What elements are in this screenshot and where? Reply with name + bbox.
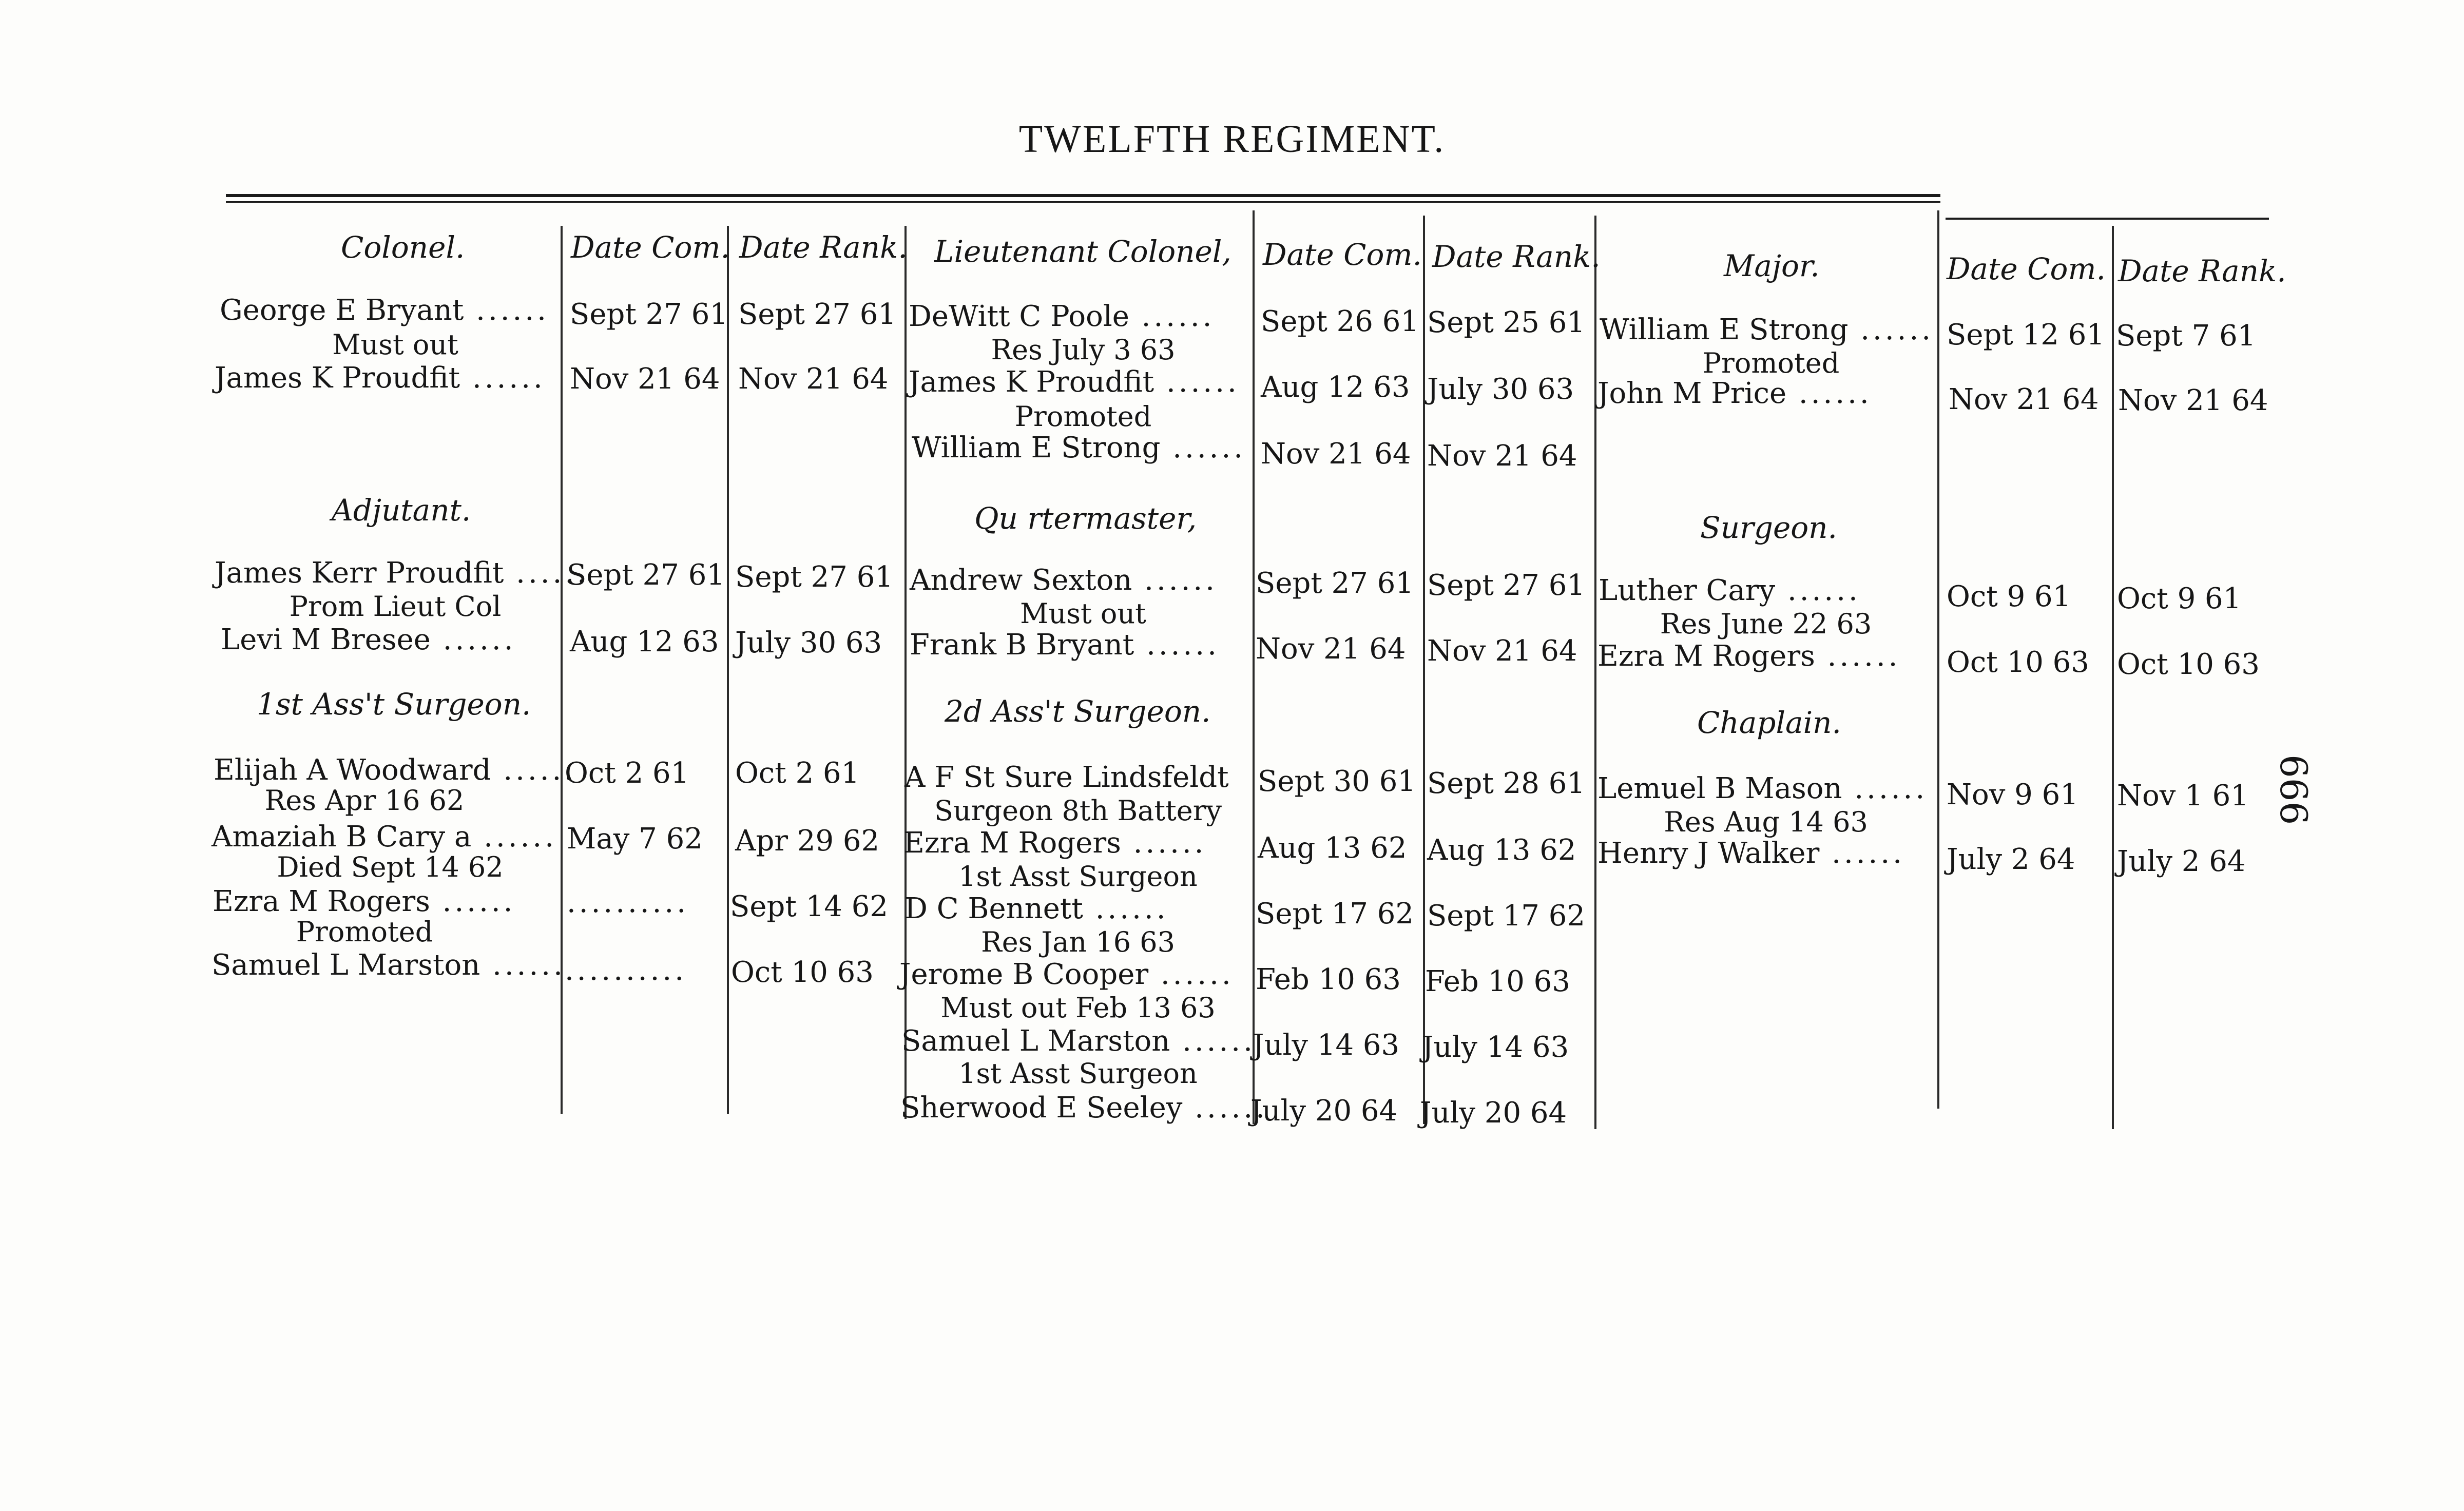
date-rank: Oct 9 61 — [2117, 582, 2242, 615]
top-rule-mid — [226, 201, 1940, 203]
note-entry: Died Sept 14 62 — [277, 851, 504, 883]
date-rank: Nov 21 64 — [2118, 384, 2268, 417]
header-first-asst-surgeon: 1st Ass't Surgeon. — [257, 687, 531, 722]
note-entry: Prom Lieut Col — [289, 590, 502, 623]
date-com: Sept 27 61 — [570, 298, 728, 331]
name-entry: Andrew Sexton ...... — [910, 565, 1218, 596]
date-com: Sept 27 61 — [567, 558, 725, 592]
date-com: Nov 21 64 — [1949, 383, 2099, 416]
date-com: Sept 30 61 — [1258, 765, 1416, 798]
date-com: Aug 13 62 — [1258, 831, 1407, 865]
header-second-asst-surgeon: 2d Ass't Surgeon. — [945, 694, 1211, 729]
name-entry: James Kerr Proudfit ...... — [215, 557, 589, 589]
column-rule — [1594, 216, 1596, 1129]
name-entry: Jerome B Cooper ...... — [899, 959, 1234, 991]
date-com: July 20 64 — [1250, 1094, 1398, 1128]
note-entry: Must out Feb 13 63 — [940, 992, 1216, 1024]
name-entry: Luther Cary ...... — [1599, 575, 1861, 607]
name-entry: Ezra M Rogers ...... — [903, 827, 1206, 859]
date-rank: Apr 29 62 — [735, 824, 880, 858]
date-com: May 7 62 — [567, 822, 703, 856]
name-entry: Ezra M Rogers ...... — [213, 886, 515, 918]
date-rank: Sept 27 61 — [1427, 569, 1585, 602]
date-com: Nov 9 61 — [1947, 778, 2078, 811]
date-rank: Oct 2 61 — [735, 757, 860, 790]
date-rank: July 20 64 — [1420, 1096, 1567, 1130]
name-entry: Frank B Bryant ...... — [910, 629, 1220, 661]
date-placeholder: .......... — [565, 954, 687, 987]
date-rank: Feb 10 63 — [1425, 965, 1570, 998]
date-com: July 14 63 — [1253, 1029, 1400, 1062]
date-com: Feb 10 63 — [1256, 963, 1401, 996]
header-date-rank: Date Rank. — [739, 230, 908, 265]
header-quartermaster: Qu rtermaster, — [974, 501, 1197, 536]
header-major: Major. — [1724, 248, 1820, 283]
date-com: Sept 26 61 — [1261, 305, 1419, 338]
name-entry: James K Proudfit ...... — [909, 366, 1240, 398]
date-rank: Nov 21 64 — [738, 362, 889, 396]
name-entry: Amaziah B Cary a ...... — [211, 821, 557, 853]
page-title: TWELFTH REGIMENT. — [1018, 118, 1446, 161]
note-entry: Res July 3 63 — [991, 334, 1176, 366]
date-rank: Sept 28 61 — [1427, 767, 1585, 800]
note-entry: Must out — [1020, 597, 1146, 630]
header-date-rank: Date Rank. — [1432, 239, 1601, 274]
column-rule — [727, 226, 729, 1114]
header-date-com: Date Com. — [1263, 237, 1422, 272]
page-number: 666 — [2272, 754, 2315, 825]
date-placeholder: .......... — [567, 886, 689, 919]
note-entry: Surgeon 8th Battery — [934, 795, 1222, 827]
header-colonel: Colonel. — [341, 230, 465, 265]
date-rank: July 14 63 — [1422, 1031, 1569, 1064]
header-date-com: Date Com. — [1947, 251, 2106, 286]
date-rank: Sept 27 61 — [735, 560, 893, 594]
name-entry: Lemuel B Mason ...... — [1597, 773, 1928, 805]
name-entry: A F St Sure Lindsfeldt — [904, 761, 1229, 794]
date-com: Sept 12 61 — [1947, 318, 2105, 352]
date-rank: Sept 17 62 — [1427, 899, 1585, 933]
header-date-com: Date Com. — [571, 230, 730, 265]
date-rank: Nov 21 64 — [1427, 439, 1577, 473]
top-rule-right — [1946, 218, 2269, 220]
date-com: Oct 9 61 — [1947, 580, 2071, 613]
header-chaplain: Chaplain. — [1697, 705, 1841, 740]
date-com: Oct 10 63 — [1947, 646, 2089, 679]
name-entry: John M Price ...... — [1597, 378, 1872, 410]
note-entry: Promoted — [1702, 347, 1840, 379]
date-com: Nov 21 64 — [570, 362, 720, 396]
name-entry: Sherwood E Seeley ...... — [900, 1092, 1268, 1124]
note-entry: Res Aug 14 63 — [1664, 806, 1868, 838]
name-entry: Elijah A Woodward ...... — [214, 754, 576, 786]
name-entry: Henry J Walker ...... — [1597, 838, 1905, 869]
header-date-rank: Date Rank. — [2118, 254, 2286, 288]
name-entry: DeWitt C Poole ...... — [909, 301, 1215, 333]
note-entry: 1st Asst Surgeon — [958, 860, 1198, 893]
date-rank: Nov 21 64 — [1427, 634, 1577, 668]
note-entry: Promoted — [1014, 400, 1152, 433]
date-com: Sept 17 62 — [1256, 897, 1414, 931]
note-entry: 1st Asst Surgeon — [958, 1057, 1198, 1090]
date-com: Sept 27 61 — [1256, 567, 1414, 600]
date-rank: July 30 63 — [735, 626, 882, 660]
name-entry: Samuel L Marston ...... — [211, 950, 566, 981]
date-rank: Oct 10 63 — [731, 956, 874, 989]
date-com: Aug 12 63 — [1261, 371, 1410, 404]
note-entry: Promoted — [296, 916, 433, 948]
column-rule — [2112, 226, 2114, 1129]
name-entry: James K Proudfit ...... — [215, 362, 546, 394]
name-entry: Ezra M Rogers ...... — [1597, 641, 1900, 672]
date-rank: Nov 1 61 — [2117, 779, 2249, 812]
date-rank: Sept 27 61 — [738, 298, 896, 331]
column-rule — [1937, 210, 1939, 1109]
date-rank: Sept 14 62 — [730, 890, 888, 923]
note-entry: Res Jan 16 63 — [981, 926, 1175, 958]
name-entry: George E Bryant ...... — [220, 295, 549, 326]
name-entry: William E Strong ...... — [912, 432, 1246, 464]
header-adjutant: Adjutant. — [332, 493, 471, 528]
date-com: Nov 21 64 — [1256, 632, 1406, 666]
date-rank: Aug 13 62 — [1427, 834, 1576, 867]
date-rank: Sept 7 61 — [2116, 319, 2256, 353]
date-com: Aug 12 63 — [570, 625, 719, 658]
date-com: Nov 21 64 — [1261, 437, 1411, 471]
date-rank: July 30 63 — [1427, 373, 1574, 406]
top-rule — [226, 194, 1940, 197]
header-lieutenant-colonel: Lieutenant Colonel, — [934, 234, 1231, 269]
name-entry: William E Strong ...... — [1600, 314, 1934, 346]
name-entry: D C Bennett ...... — [904, 893, 1169, 925]
name-entry: Levi M Bresee ...... — [221, 624, 516, 656]
date-rank: Oct 10 63 — [2117, 648, 2260, 681]
date-com: July 2 64 — [1947, 843, 2075, 876]
note-entry: Res Apr 16 62 — [264, 784, 465, 817]
note-entry: Must out — [332, 328, 458, 361]
header-surgeon: Surgeon. — [1700, 510, 1837, 545]
column-rule — [1253, 210, 1255, 1124]
name-entry: Samuel L Marston ...... — [901, 1025, 1256, 1057]
date-com: Oct 2 61 — [565, 757, 689, 790]
date-rank: Sept 25 61 — [1427, 306, 1585, 339]
note-entry: Res June 22 63 — [1660, 608, 1872, 640]
date-rank: July 2 64 — [2117, 845, 2246, 878]
